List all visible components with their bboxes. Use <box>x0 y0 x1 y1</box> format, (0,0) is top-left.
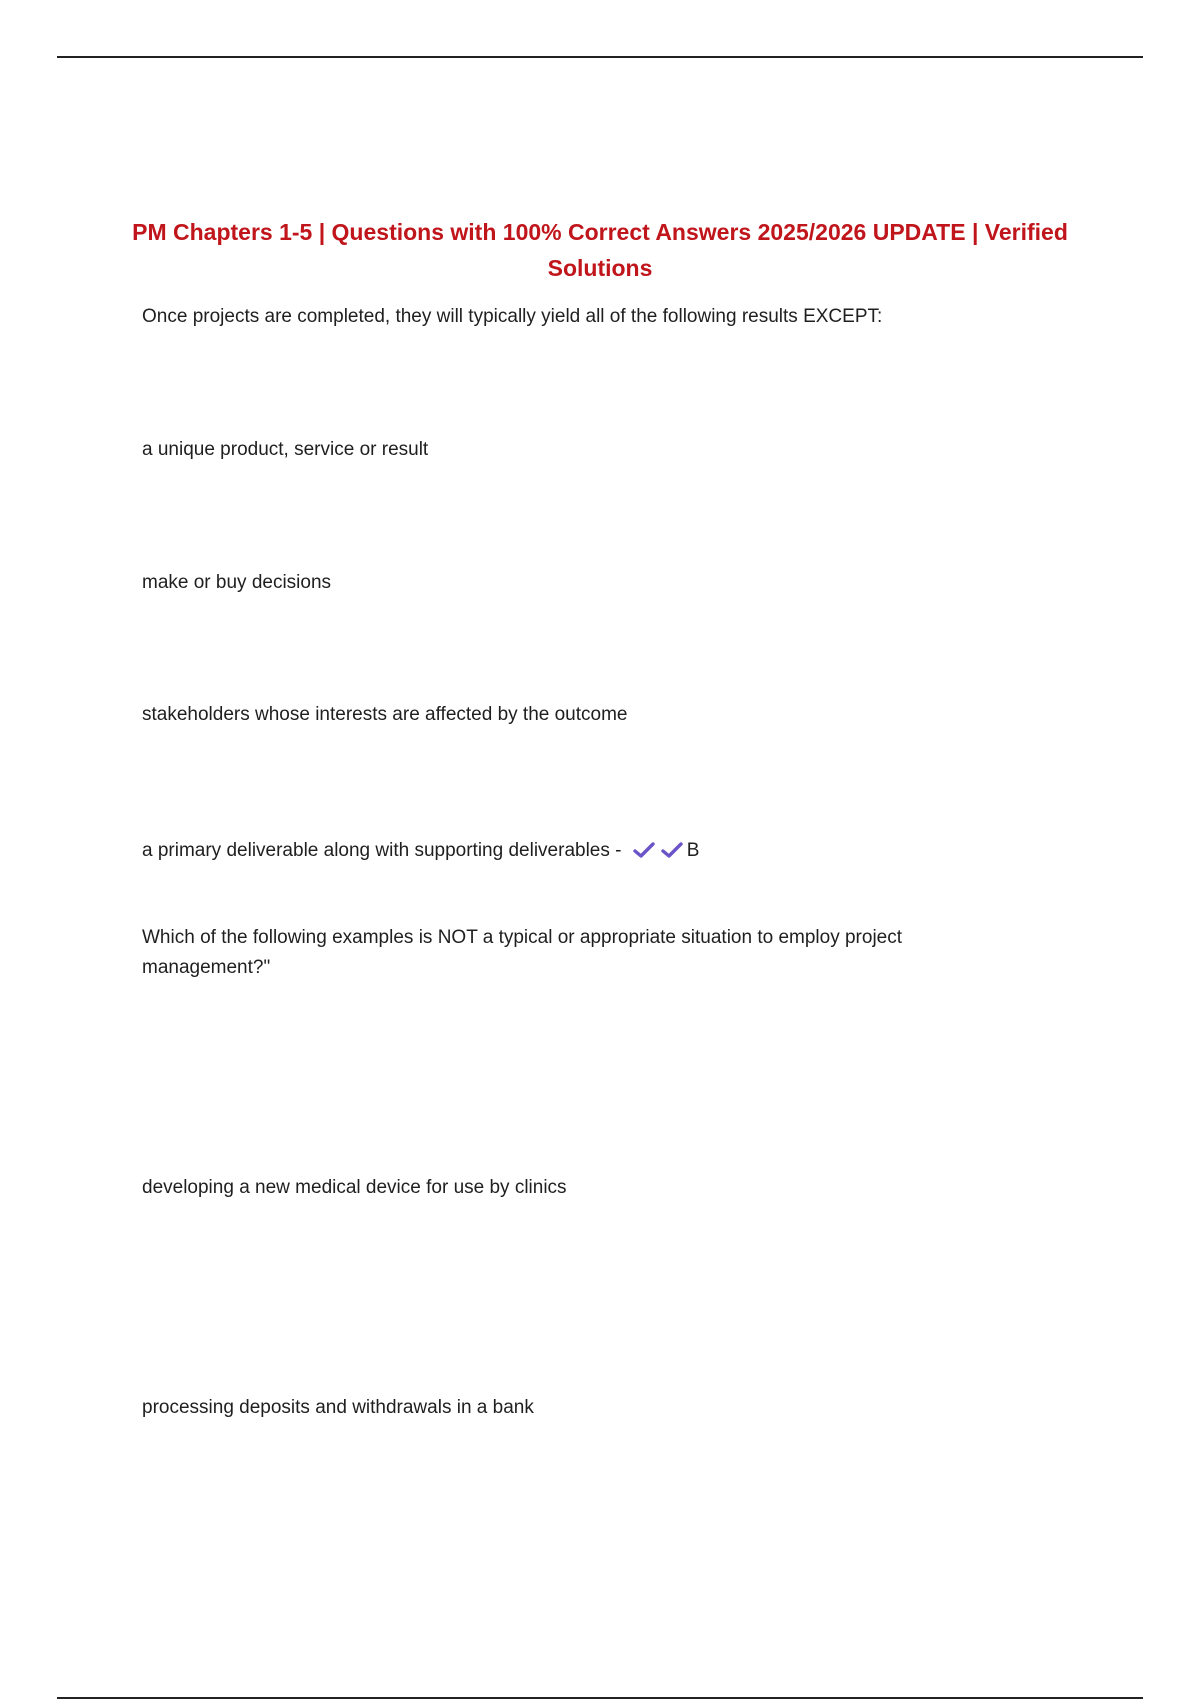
bottom-rule <box>57 1697 1143 1699</box>
q1-answer: B <box>686 840 700 861</box>
q1-option-3: stakeholders whose interests are affected by the outcome <box>142 704 628 725</box>
check-icon <box>633 841 655 859</box>
q2-option-2: processing deposits and withdrawals in a bank <box>142 1397 534 1418</box>
top-rule <box>57 56 1143 58</box>
q2-option-1: developing a new medical device for use by clinics <box>142 1177 567 1198</box>
q1-option-1: a unique product, service or result <box>142 439 429 460</box>
question-2: Which of the following examples is NOT a typical or appropriate situation to employ project management?" <box>142 927 903 978</box>
q1-option-2: make or buy decisions <box>142 572 332 593</box>
q1-option-4: a primary deliverable along with supporting deliverables - <box>142 840 622 861</box>
question-1: Once projects are completed, they will typically yield all of the following results EXCEPT: <box>142 306 883 327</box>
check-icon <box>661 841 683 859</box>
document-title: PM Chapters 1-5 | Questions with 100% Correct Answers 2025/2026 UPDATE | Verified Solutions <box>132 219 1068 281</box>
q1-option-4-with-answer <box>142 836 699 866</box>
